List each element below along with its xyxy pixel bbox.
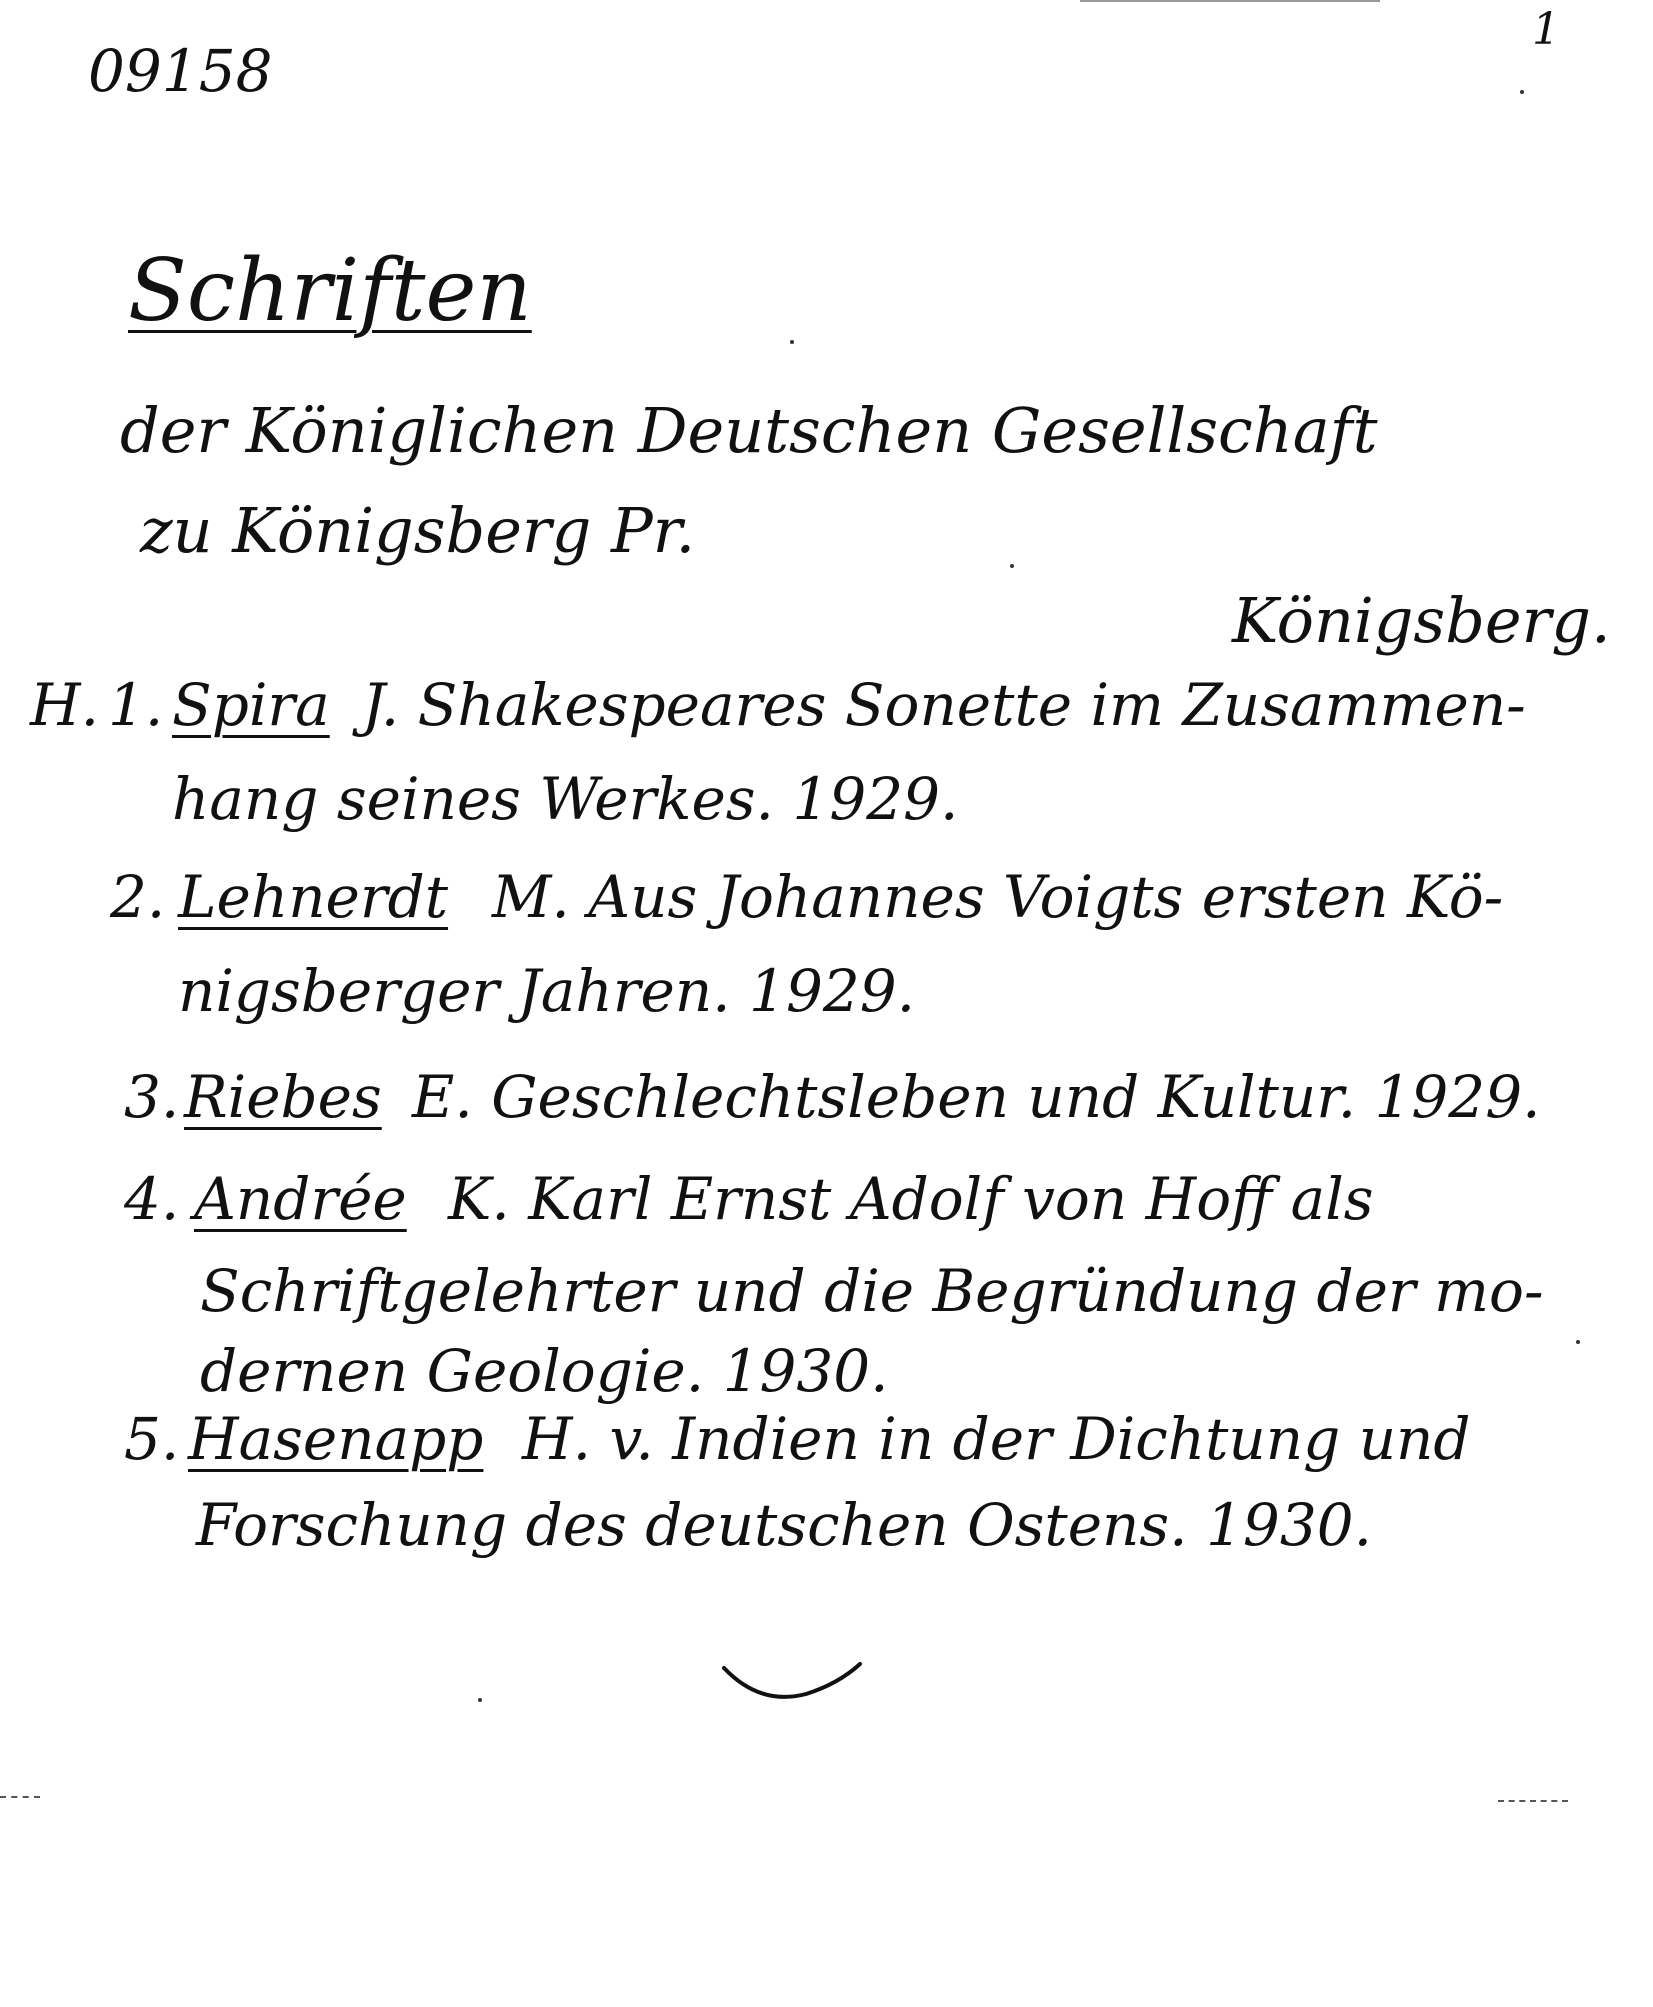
- entry-line: M. Aus Johannes Voigts ersten Kö-: [492, 863, 1504, 931]
- entry-author: Riebes: [184, 1063, 382, 1131]
- sheet-number: 1: [1532, 4, 1560, 55]
- entry-number: 4.: [124, 1165, 180, 1233]
- entry-line: Schriftgelehrter und die Begründung der mo-: [200, 1257, 1544, 1325]
- entry-author: Andrée: [194, 1165, 407, 1233]
- entry-number: 2.: [110, 863, 166, 931]
- entry-line: H. v. Indien in der Dichtung und: [522, 1405, 1471, 1473]
- series-label: H.: [30, 671, 100, 739]
- end-flourish: [720, 1660, 870, 1720]
- place: Königsberg.: [1232, 584, 1611, 657]
- subtitle-line-2: zu Königsberg Pr.: [140, 494, 696, 567]
- entry-number: 5.: [124, 1405, 180, 1473]
- scan-speck: [478, 1698, 482, 1702]
- entry-number: 1.: [108, 671, 164, 739]
- scan-speck: [1520, 90, 1524, 94]
- entry-line: K. Karl Ernst Adolf von Hoff als: [448, 1165, 1374, 1233]
- entry-line: Forschung des deutschen Ostens. 1930.: [196, 1491, 1373, 1559]
- reference-number: 09158: [88, 37, 273, 105]
- scan-speck: [1010, 564, 1014, 568]
- scan-edge-mark: [1498, 1800, 1568, 1802]
- scan-speck: [790, 340, 794, 344]
- entry-line: nigsberger Jahren. 1929.: [178, 957, 916, 1025]
- entry-author: Hasenapp: [188, 1405, 484, 1473]
- entry-number: 3.: [124, 1063, 180, 1131]
- scan-speck: [1576, 1340, 1580, 1344]
- subtitle-line-1: der Königlichen Deutschen Gesellschaft: [120, 394, 1378, 467]
- entry-line: J. Shakespeares Sonette im Zusammen-: [362, 671, 1526, 739]
- entry-line: dernen Geologie. 1930.: [200, 1337, 889, 1405]
- scan-edge-mark: [1080, 0, 1380, 2]
- entry-author: Lehnerdt: [178, 863, 449, 931]
- entry-author: Spira: [172, 671, 330, 739]
- entry-line: hang seines Werkes. 1929.: [172, 765, 959, 833]
- title: Schriften: [128, 241, 532, 341]
- entry-line: E. Geschlechtsleben und Kultur. 1929.: [412, 1063, 1541, 1131]
- scan-edge-mark: [0, 1796, 40, 1798]
